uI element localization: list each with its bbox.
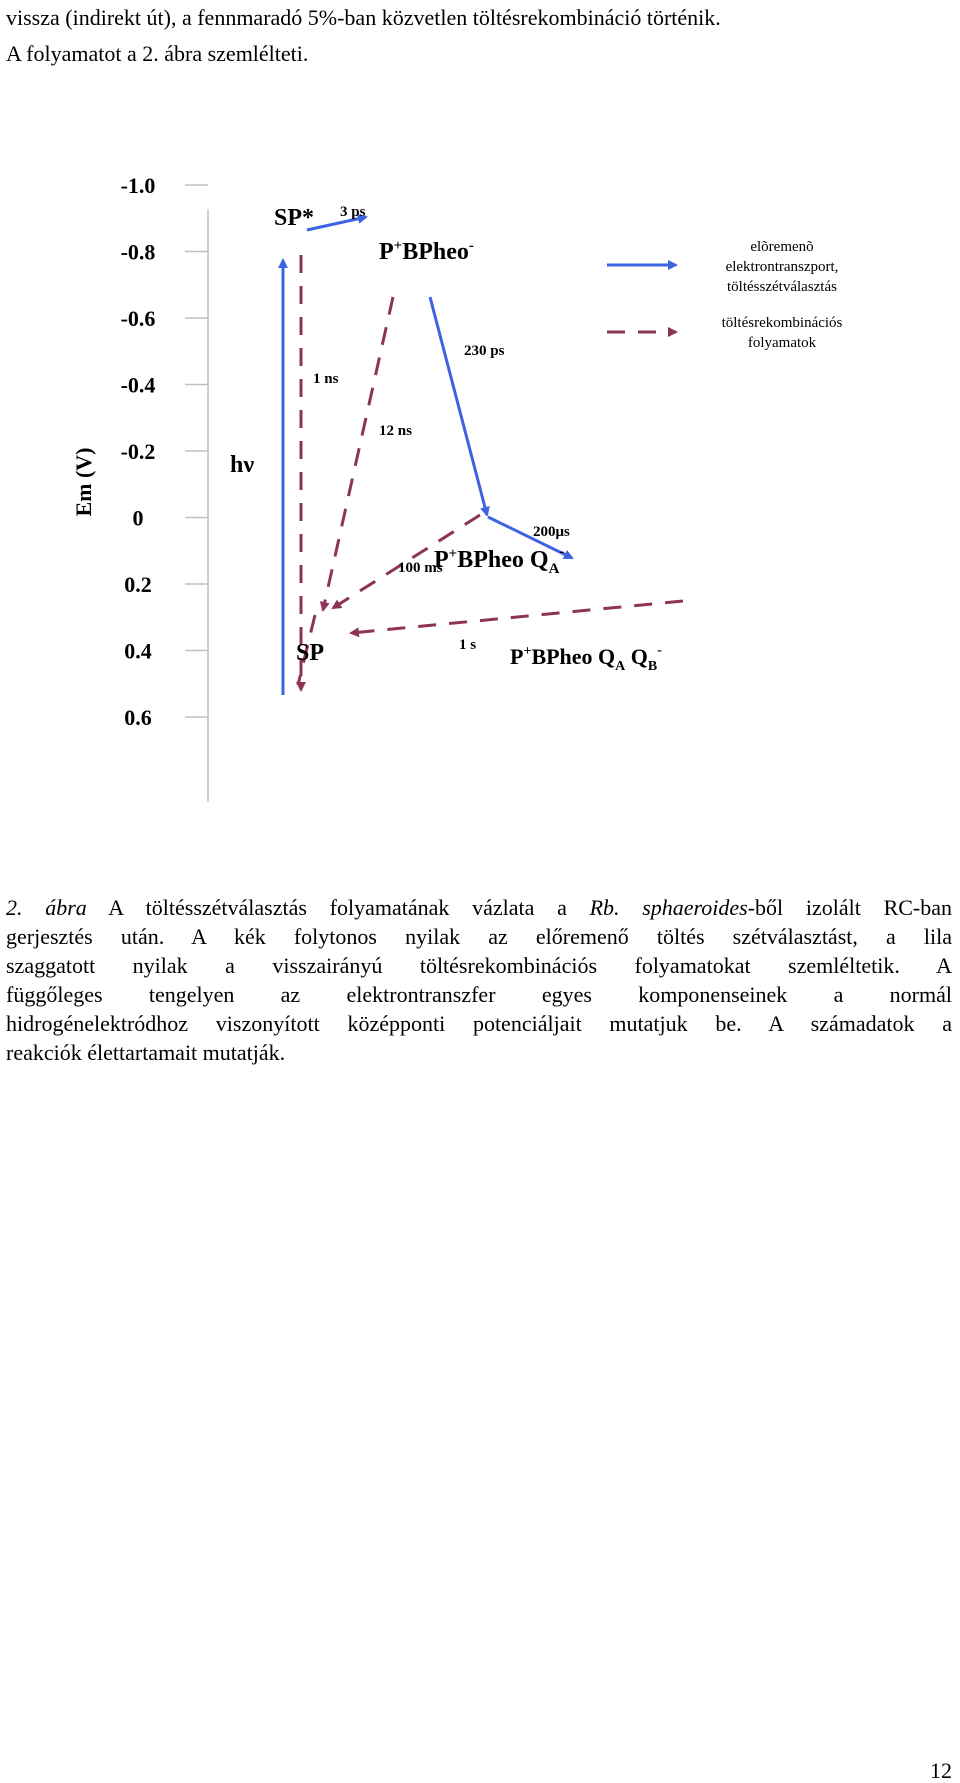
caption-line-1: 2. ábra A töltésszétválasztás folyamatának vázlata a Rb. sphaeroides-ből izolált RC-ban (6, 895, 953, 920)
state-sp: SP (296, 640, 325, 666)
figure-caption (6, 893, 952, 1067)
time-1s: 1 s (459, 637, 477, 653)
page-number: 12 (930, 1758, 952, 1783)
caption-line-6: reakciók élettartamait mutatják. (6, 1040, 286, 1065)
state-labels (230, 205, 662, 674)
legend-forward-1: elõremenõ (750, 239, 814, 255)
photon-label: hν (230, 452, 255, 478)
legend-forward-3: töltésszétválasztás (727, 279, 837, 295)
tick-label: -1.0 (120, 175, 156, 198)
time-200us: 200μs (533, 524, 570, 540)
legend-forward-2: elektrontranszport, (725, 259, 839, 275)
tick-label: 0.4 (124, 638, 152, 664)
tick-label: -0.4 (120, 372, 156, 398)
state-p-bpheo-qa: P+BPheo $Q_A^-$ (434, 544, 565, 577)
arrow-pbpheo-to-qa (430, 297, 487, 515)
intro-line-2: A folyamatot a 2. ábra szemlélteti. (6, 41, 309, 66)
caption-line-4: függőleges tengelyen az elektrontranszfer egyes komponenseinek a normál (6, 982, 952, 1007)
time-3ps: 3 ps (340, 204, 366, 220)
intro-text (6, 0, 952, 72)
legend (607, 239, 843, 351)
time-1ns: 1 ns (313, 371, 339, 387)
legend-recombination-2: folyamatok (747, 335, 817, 351)
caption-line-2: gerjesztés után. A kék folytonos nyilak az előremenő töltés szétválasztást, a lila (6, 924, 952, 949)
tick-label: -0.6 (120, 306, 156, 331)
tick-marks (185, 185, 208, 717)
energy-diagram (0, 175, 960, 815)
tick-label: 0.6 (124, 705, 152, 730)
state-p-bpheo-qa-qb: P+BPheo $Q_A$ $Q_B^-$ (510, 643, 662, 674)
tick-label: -0.2 (120, 439, 156, 464)
time-100ms: 100 ms (398, 560, 443, 576)
axis-label: Em (V) (71, 447, 96, 517)
tick-labels (121, 175, 156, 730)
arrow-pbpheo-to-sp (323, 297, 393, 610)
time-12ns: 12 ns (379, 423, 412, 439)
time-230ps: 230 ps (464, 343, 505, 359)
tick-label: 0 (132, 505, 144, 531)
energy-axis (71, 175, 208, 802)
caption-line-3: szaggatott nyilak a visszairányú töltésrekombinációs folyamatokat szemléltetik. A (6, 953, 952, 978)
arrow-qb-to-sp (351, 601, 683, 633)
tick-label: -0.8 (120, 239, 156, 265)
caption-line-5: hidrogénelektródhoz viszonyított középponti potenciáljait mutatjuk be. A számadatok a (6, 1011, 952, 1036)
state-p-bpheo: P+BPheo- (379, 238, 474, 265)
forward-arrows (283, 217, 572, 695)
intro-line-1: vissza (indirekt út), a fennmaradó 5%-ban közvetlen töltésrekombináció történik. (6, 5, 721, 30)
legend-recombination-1: töltésrekombinációs (721, 315, 843, 331)
tick-label: 0.2 (124, 572, 152, 597)
species-name: Rb. sphaeroides (589, 895, 748, 920)
lifetime-labels (313, 204, 570, 653)
figure-label: 2. ábra (6, 895, 87, 920)
recombination-arrows (298, 255, 683, 690)
state-sp-star: SP* (274, 205, 315, 231)
